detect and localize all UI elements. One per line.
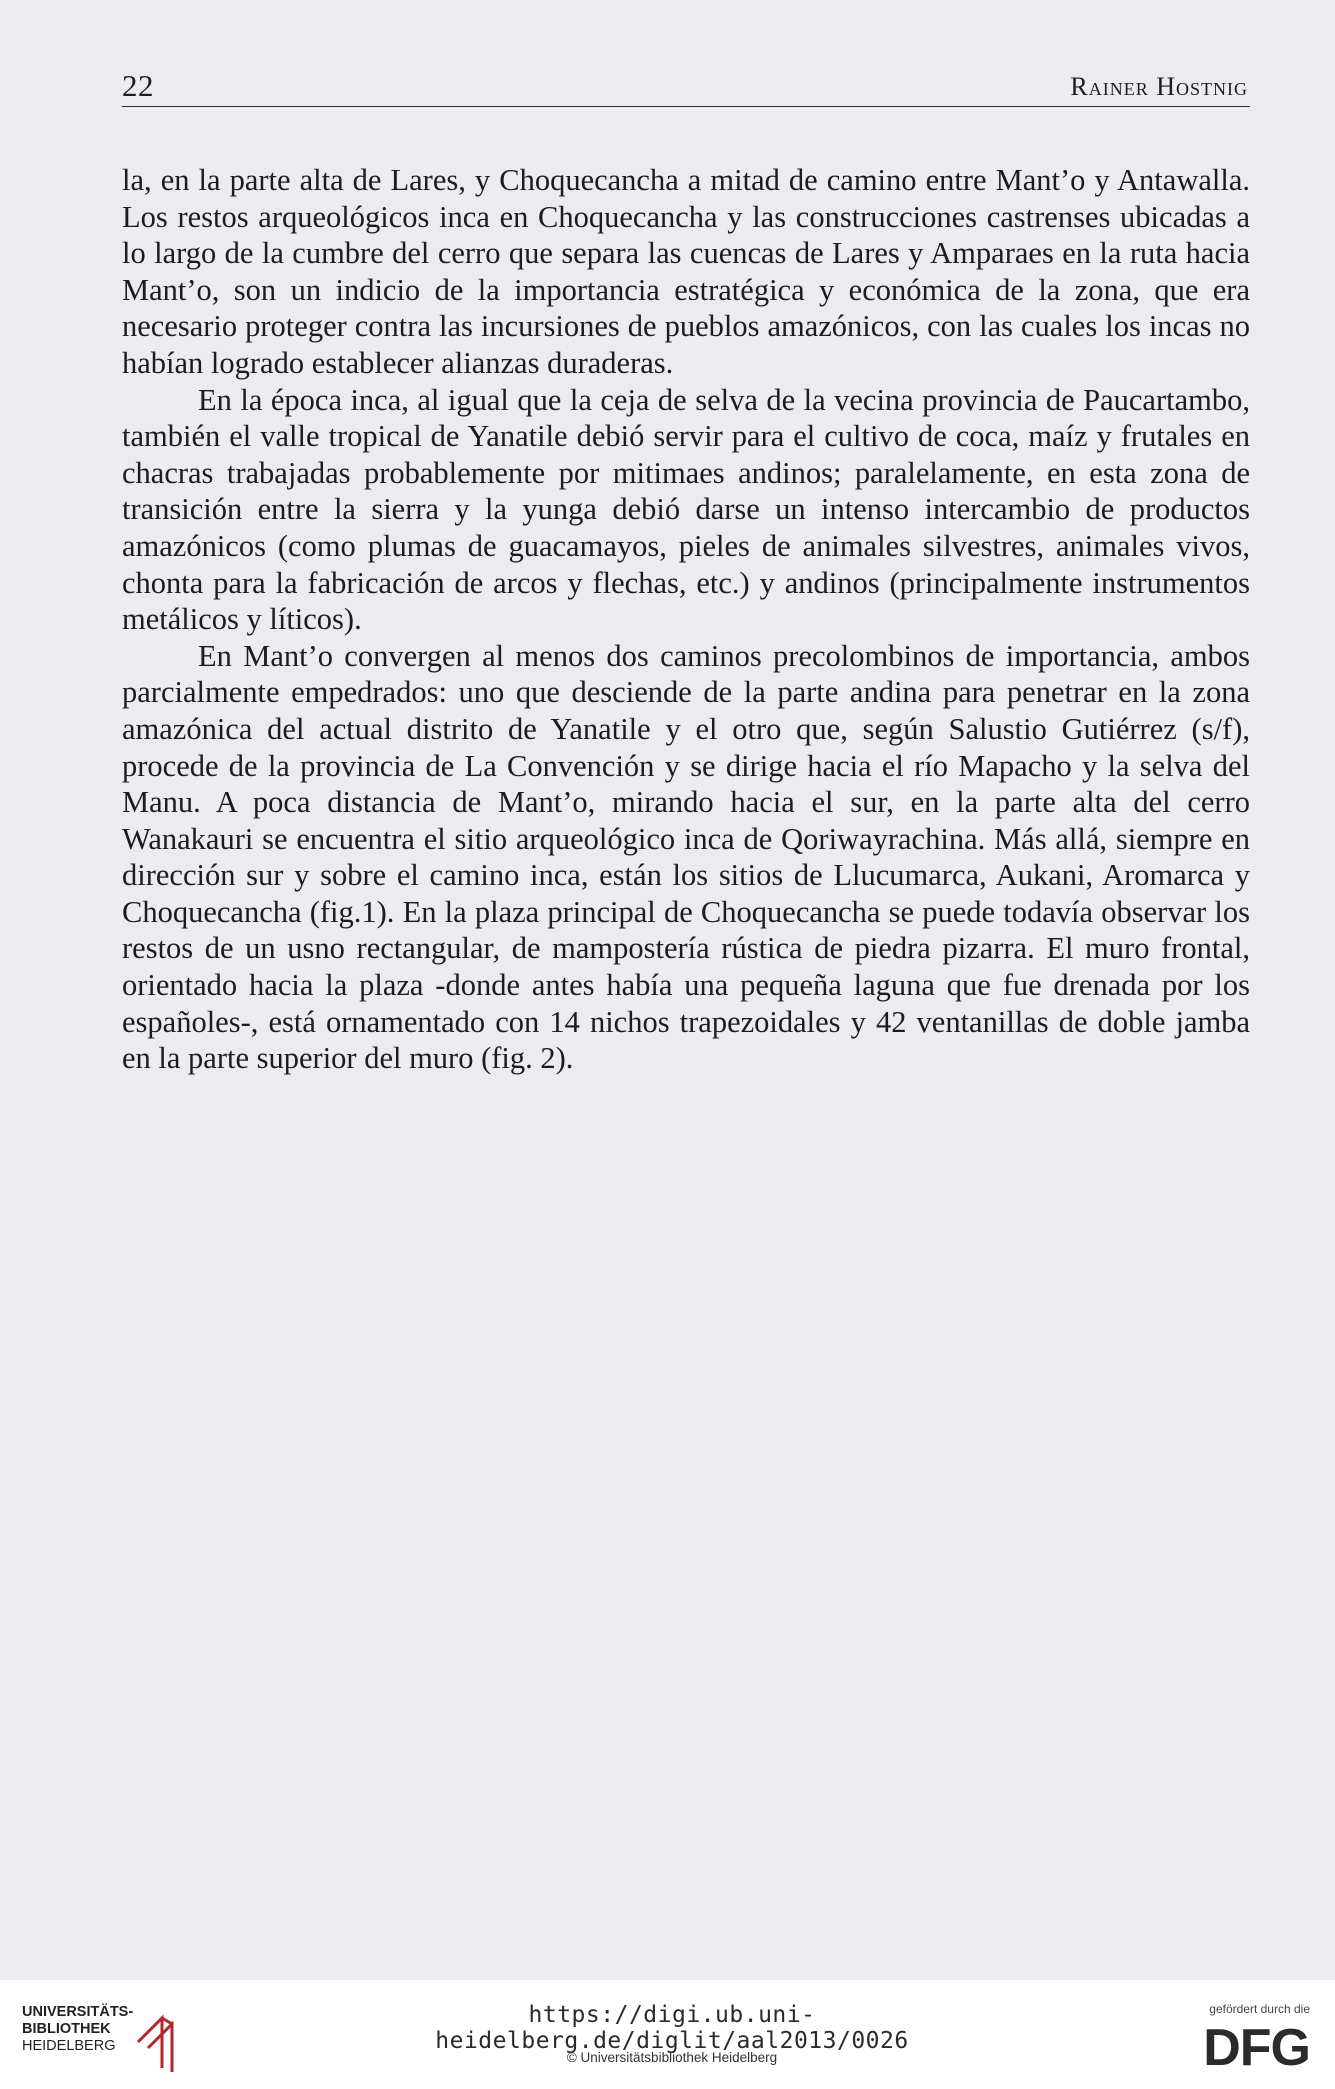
dfg-funder[interactable] xyxy=(1180,2002,1310,2082)
funder-caption: gefördert durch die xyxy=(1209,2002,1310,2016)
copyright-notice: © Universitätsbibliothek Heidelberg xyxy=(566,2050,778,2065)
viewer-footer xyxy=(0,1980,1335,2089)
university-library-logo[interactable] xyxy=(22,2004,212,2074)
library-name: UNIVERSITÄTS- BIBLIOTHEK HEIDELBERG xyxy=(22,2004,134,2054)
running-author: Rainer Hostnig xyxy=(1070,72,1248,101)
running-header xyxy=(122,66,1250,107)
permalink-url[interactable]: https://digi.ub.uni-heidelberg.de/diglit/aal2013/0026 xyxy=(435,2002,909,2054)
page-number: 22 xyxy=(122,68,154,103)
paragraph-2: En la época inca, al igual que la ceja de selva de la vecina provincia de Paucartambo, también el valle tropical de Yanatile debió servir para el cultivo de coca, maíz y frutales en chacras trabajadas probablemente por mitimaes andinos; paralelamente, en esta zona de transición entre la sierra y la yunga debió darse un intenso intercambio de productos amazónicos (como plumas de guacamayos, pieles de animales silvestres, animales vivos, chonta para la fabricación de arcos y flechas, etc.) y andinos (principalmente instrumentos metálicos y líticos). xyxy=(122,382,1250,637)
paragraph-3: En Mant’o convergen al menos dos caminos precolombinos de importancia, ambos parcialmente empedrados: uno que desciende de la parte andina para penetrar en la zona amazónica del actual distrito de Yanatile y el otro que, según Salustio Gutiérrez (s/f), procede de la provincia de La Convención y se dirige hacia el río Mapacho y la selva del Manu. A poca distancia de Mant’o, mirando hacia el sur, en la parte alta del cerro Wanakauri se encuentra el sitio arqueológico inca de Qoriwayrachina. Más allá, siempre en dirección sur y sobre el camino inca, están los sitios de Llucumarca, Aukani, Aromarca y Choquecancha (fig.1). En la plaza principal de Choquecancha se puede todavía observar los restos de un usno rectangular, de mampostería rústica de piedra pizarra. El muro frontal, orientado hacia la plaza -donde antes había una pequeña laguna que fue drenada por los españoles-, está ornamentado con 14 nichos trapezoidales y 42 ventanillas de doble jamba en la parte superior del muro (fig. 2). xyxy=(122,638,1250,1076)
library-emblem-icon xyxy=(132,2004,202,2074)
dfg-logo: DFG xyxy=(1203,2019,1310,2077)
paragraph-1: la, en la parte alta de Lares, y Choquecancha a mitad de camino entre Mant’o y Antawalla. Los restos arqueológicos inca en Choquecancha y las construcciones castrenses ubicadas a lo largo de la cumbre del cerro que separa las cuencas de Lares y Amparaes en la ruta hacia Mant’o, son un indicio de la importancia estratégica y económica de la zona, que era necesario proteger contra las incursiones de pueblos amazónicos, con las cuales los incas no habían logrado establecer alianzas duraderas. xyxy=(122,163,1250,380)
body-text xyxy=(122,162,1250,1077)
